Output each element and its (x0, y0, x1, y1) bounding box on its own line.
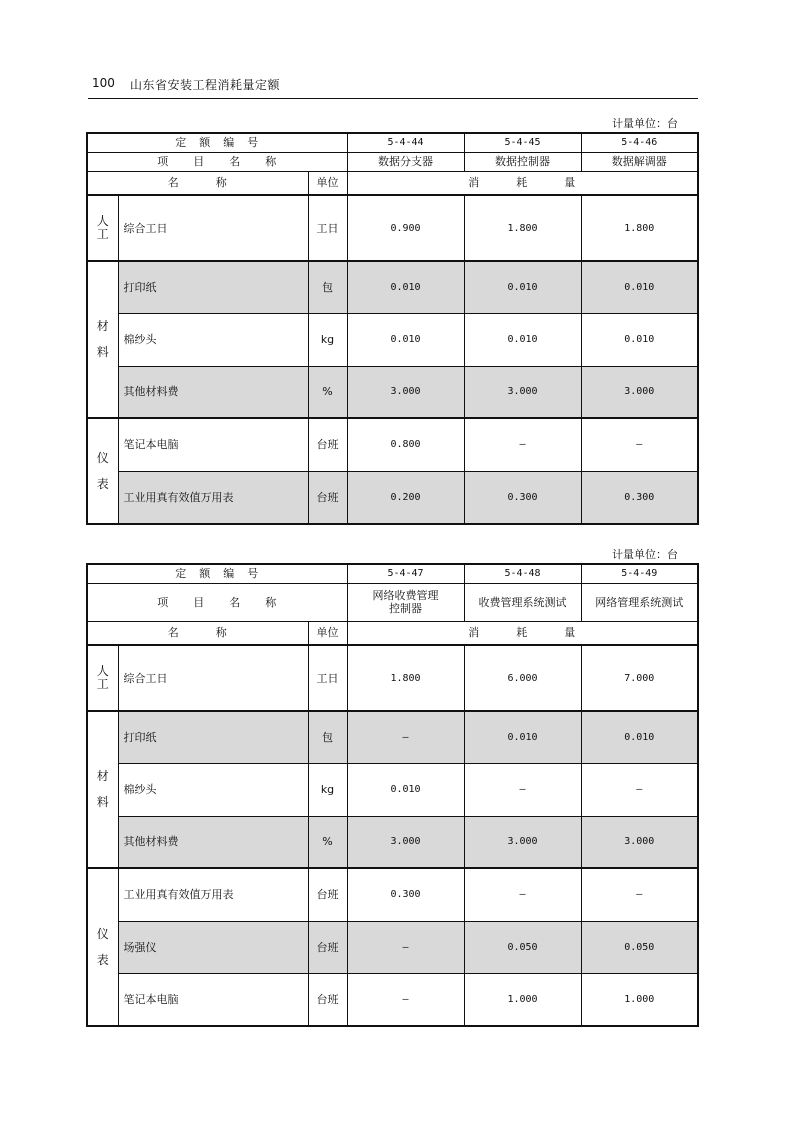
quota-code: 5-4-45 (464, 133, 581, 152)
column-name-header: 名 称 (87, 171, 308, 195)
quota-code: 5-4-44 (347, 133, 464, 152)
resource-name: 棉纱头 (118, 313, 308, 366)
resource-name: 笔记本电脑 (118, 973, 308, 1026)
quota-code-label: 定 额 编 号 (87, 564, 347, 583)
consumption-value: 0.300 (347, 868, 464, 921)
quota-table-2 (86, 563, 699, 1027)
quota-table-1 (86, 132, 699, 525)
resource-name: 其他材料费 (118, 366, 308, 418)
consumption-value: — (581, 418, 698, 471)
consumption-value: 3.000 (581, 816, 698, 868)
consumption-value: 0.050 (464, 921, 581, 973)
resource-unit: 包 (308, 711, 347, 763)
consumption-value: 0.050 (581, 921, 698, 973)
book-title: 山东省安装工程消耗量定额 (130, 78, 281, 92)
item-name: 数据分支器 (347, 152, 464, 171)
consumption-value: — (581, 763, 698, 816)
resource-unit: kg (308, 313, 347, 366)
resource-unit: 工日 (308, 195, 347, 261)
consumption-value: 3.000 (464, 366, 581, 418)
consumption-value: 0.010 (581, 711, 698, 763)
consumption-value: 0.010 (347, 763, 464, 816)
resource-name: 打印纸 (118, 711, 308, 763)
resource-unit: 台班 (308, 868, 347, 921)
consumption-value: — (347, 973, 464, 1026)
consumption-value: 1.800 (347, 645, 464, 711)
page-header (92, 74, 698, 100)
resource-name: 工业用真有效值万用表 (118, 868, 308, 921)
consumption-value: 3.000 (347, 816, 464, 868)
consumption-value: — (347, 921, 464, 973)
resource-unit: 台班 (308, 973, 347, 1026)
item-name: 网络收费管理 控制器 (347, 583, 464, 621)
consumption-value: — (464, 868, 581, 921)
consumption-value: 3.000 (464, 816, 581, 868)
consumption-value: 7.000 (581, 645, 698, 711)
consumption-value: 0.010 (347, 313, 464, 366)
consumption-value: 1.000 (581, 973, 698, 1026)
column-unit-header: 单位 (308, 171, 347, 195)
quota-code: 5-4-46 (581, 133, 698, 152)
consumption-value: — (464, 418, 581, 471)
quota-code: 5-4-48 (464, 564, 581, 583)
item-name: 数据控制器 (464, 152, 581, 171)
resource-name: 综合工日 (118, 195, 308, 261)
consumption-value: — (464, 763, 581, 816)
quota-code-label: 定 额 编 号 (87, 133, 347, 152)
consumption-value: 0.010 (581, 261, 698, 313)
resource-unit: % (308, 816, 347, 868)
column-consumption-header: 消 耗 量 (347, 621, 698, 645)
resource-name: 其他材料费 (118, 816, 308, 868)
item-name: 收费管理系统测试 (464, 583, 581, 621)
consumption-value: 0.010 (347, 261, 464, 313)
consumption-value: 1.800 (581, 195, 698, 261)
consumption-value: 0.010 (464, 313, 581, 366)
resource-unit: kg (308, 763, 347, 816)
resource-name: 笔记本电脑 (118, 418, 308, 471)
consumption-value: 0.010 (464, 711, 581, 763)
category-labor: 人 工 (87, 195, 118, 261)
item-name: 网络管理系统测试 (581, 583, 698, 621)
resource-name: 工业用真有效值万用表 (118, 471, 308, 524)
unit-label-1: 计量单位：台 (612, 117, 678, 130)
resource-unit: 包 (308, 261, 347, 313)
category-material: 材 料 (87, 711, 118, 868)
item-name: 数据解调器 (581, 152, 698, 171)
resource-unit: 台班 (308, 418, 347, 471)
category-instrument: 仪 表 (87, 868, 118, 1026)
consumption-value: 0.010 (581, 313, 698, 366)
consumption-value: — (347, 711, 464, 763)
consumption-value: 3.000 (581, 366, 698, 418)
consumption-value: 0.200 (347, 471, 464, 524)
resource-name: 打印纸 (118, 261, 308, 313)
header-rule (88, 98, 698, 99)
consumption-value: 1.000 (464, 973, 581, 1026)
resource-unit: 台班 (308, 471, 347, 524)
item-name-label: 项 目 名 称 (87, 152, 347, 171)
category-material: 材 料 (87, 261, 118, 418)
resource-unit: % (308, 366, 347, 418)
consumption-value: 0.300 (464, 471, 581, 524)
consumption-value: 3.000 (347, 366, 464, 418)
column-name-header: 名 称 (87, 621, 308, 645)
resource-name: 棉纱头 (118, 763, 308, 816)
page-number: 100 (92, 76, 115, 90)
resource-unit: 台班 (308, 921, 347, 973)
consumption-value: 0.900 (347, 195, 464, 261)
consumption-value: 0.010 (464, 261, 581, 313)
consumption-value: 1.800 (464, 195, 581, 261)
quota-code: 5-4-49 (581, 564, 698, 583)
column-consumption-header: 消 耗 量 (347, 171, 698, 195)
quota-code: 5-4-47 (347, 564, 464, 583)
consumption-value: — (581, 868, 698, 921)
category-instrument: 仪 表 (87, 418, 118, 524)
unit-label-2: 计量单位：台 (612, 548, 678, 561)
category-labor: 人 工 (87, 645, 118, 711)
item-name-label: 项 目 名 称 (87, 583, 347, 621)
consumption-value: 0.800 (347, 418, 464, 471)
resource-name: 综合工日 (118, 645, 308, 711)
resource-unit: 工日 (308, 645, 347, 711)
consumption-value: 0.300 (581, 471, 698, 524)
resource-name: 场强仪 (118, 921, 308, 973)
column-unit-header: 单位 (308, 621, 347, 645)
consumption-value: 6.000 (464, 645, 581, 711)
